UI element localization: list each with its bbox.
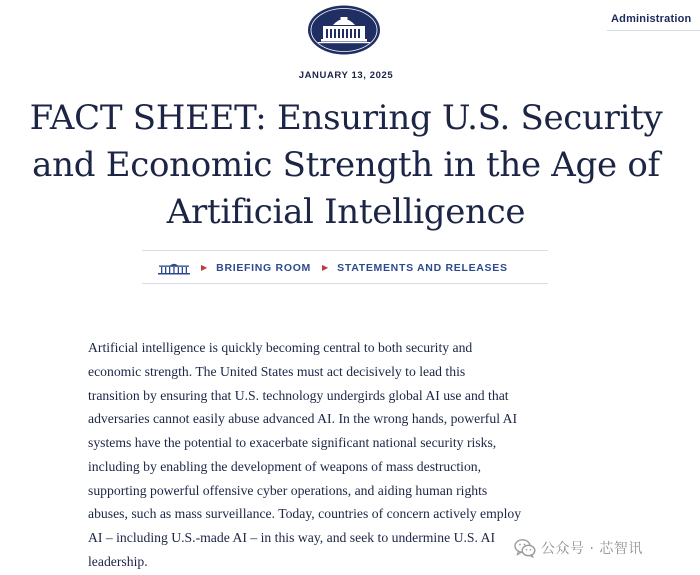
title-line: FACT SHEET: Ensuring U.S. Security (29, 98, 663, 138)
site-header (0, 0, 700, 60)
body-line: transition by ensuring that U.S. technology undergirds global AI use and that (88, 387, 509, 403)
chevron-right-icon: ▶ (201, 263, 208, 272)
title-line: and Economic Strength in the Age of (32, 145, 660, 185)
body-line: AI – including U.S.-made AI – in this way, and seek to undermine U.S. AI (88, 530, 496, 545)
admin-divider (607, 30, 700, 31)
administration-link[interactable]: Administration (611, 13, 692, 25)
breadcrumb (158, 259, 508, 277)
body-line: economic strength. The United States must act decisively to lead this (88, 363, 466, 379)
wechat-icon (514, 538, 536, 558)
white-house-seal-icon[interactable] (307, 5, 381, 55)
body-line: supporting powerful offensive cyber operations, and aiding human rights (88, 482, 488, 498)
breadcrumb-top-divider (142, 250, 548, 251)
chevron-right-icon: ▶ (322, 263, 329, 272)
body-line: Artificial intelligence is quickly becoming central to both security and (88, 340, 473, 355)
body-line: including by enabling the development of weapons of mass destruction, (88, 458, 482, 474)
breadcrumb-item-statements-and-releases[interactable]: STATEMENTS AND RELEASES (337, 262, 508, 274)
page-title (0, 95, 692, 236)
white-house-home-icon[interactable] (158, 262, 190, 275)
publish-date: JANUARY 13, 2025 (298, 70, 394, 81)
body-line: adversaries cannot easily abuse advanced AI. In the wrong hands, powerful AI (88, 411, 518, 427)
body-line: systems have the potential to exacerbate significant national security risks, (88, 435, 497, 450)
body-line: leadership. (88, 553, 148, 569)
body-line: abuses, such as mass surveillance. Today, countries of concern actively employ (88, 506, 522, 522)
watermark (514, 535, 643, 561)
watermark-text: 公众号 · 芯智讯 (541, 541, 643, 557)
breadcrumb-item-briefing-room[interactable]: BRIEFING ROOM (216, 262, 312, 274)
breadcrumb-bottom-divider (142, 283, 548, 284)
title-line: Artificial Intelligence (166, 192, 526, 232)
